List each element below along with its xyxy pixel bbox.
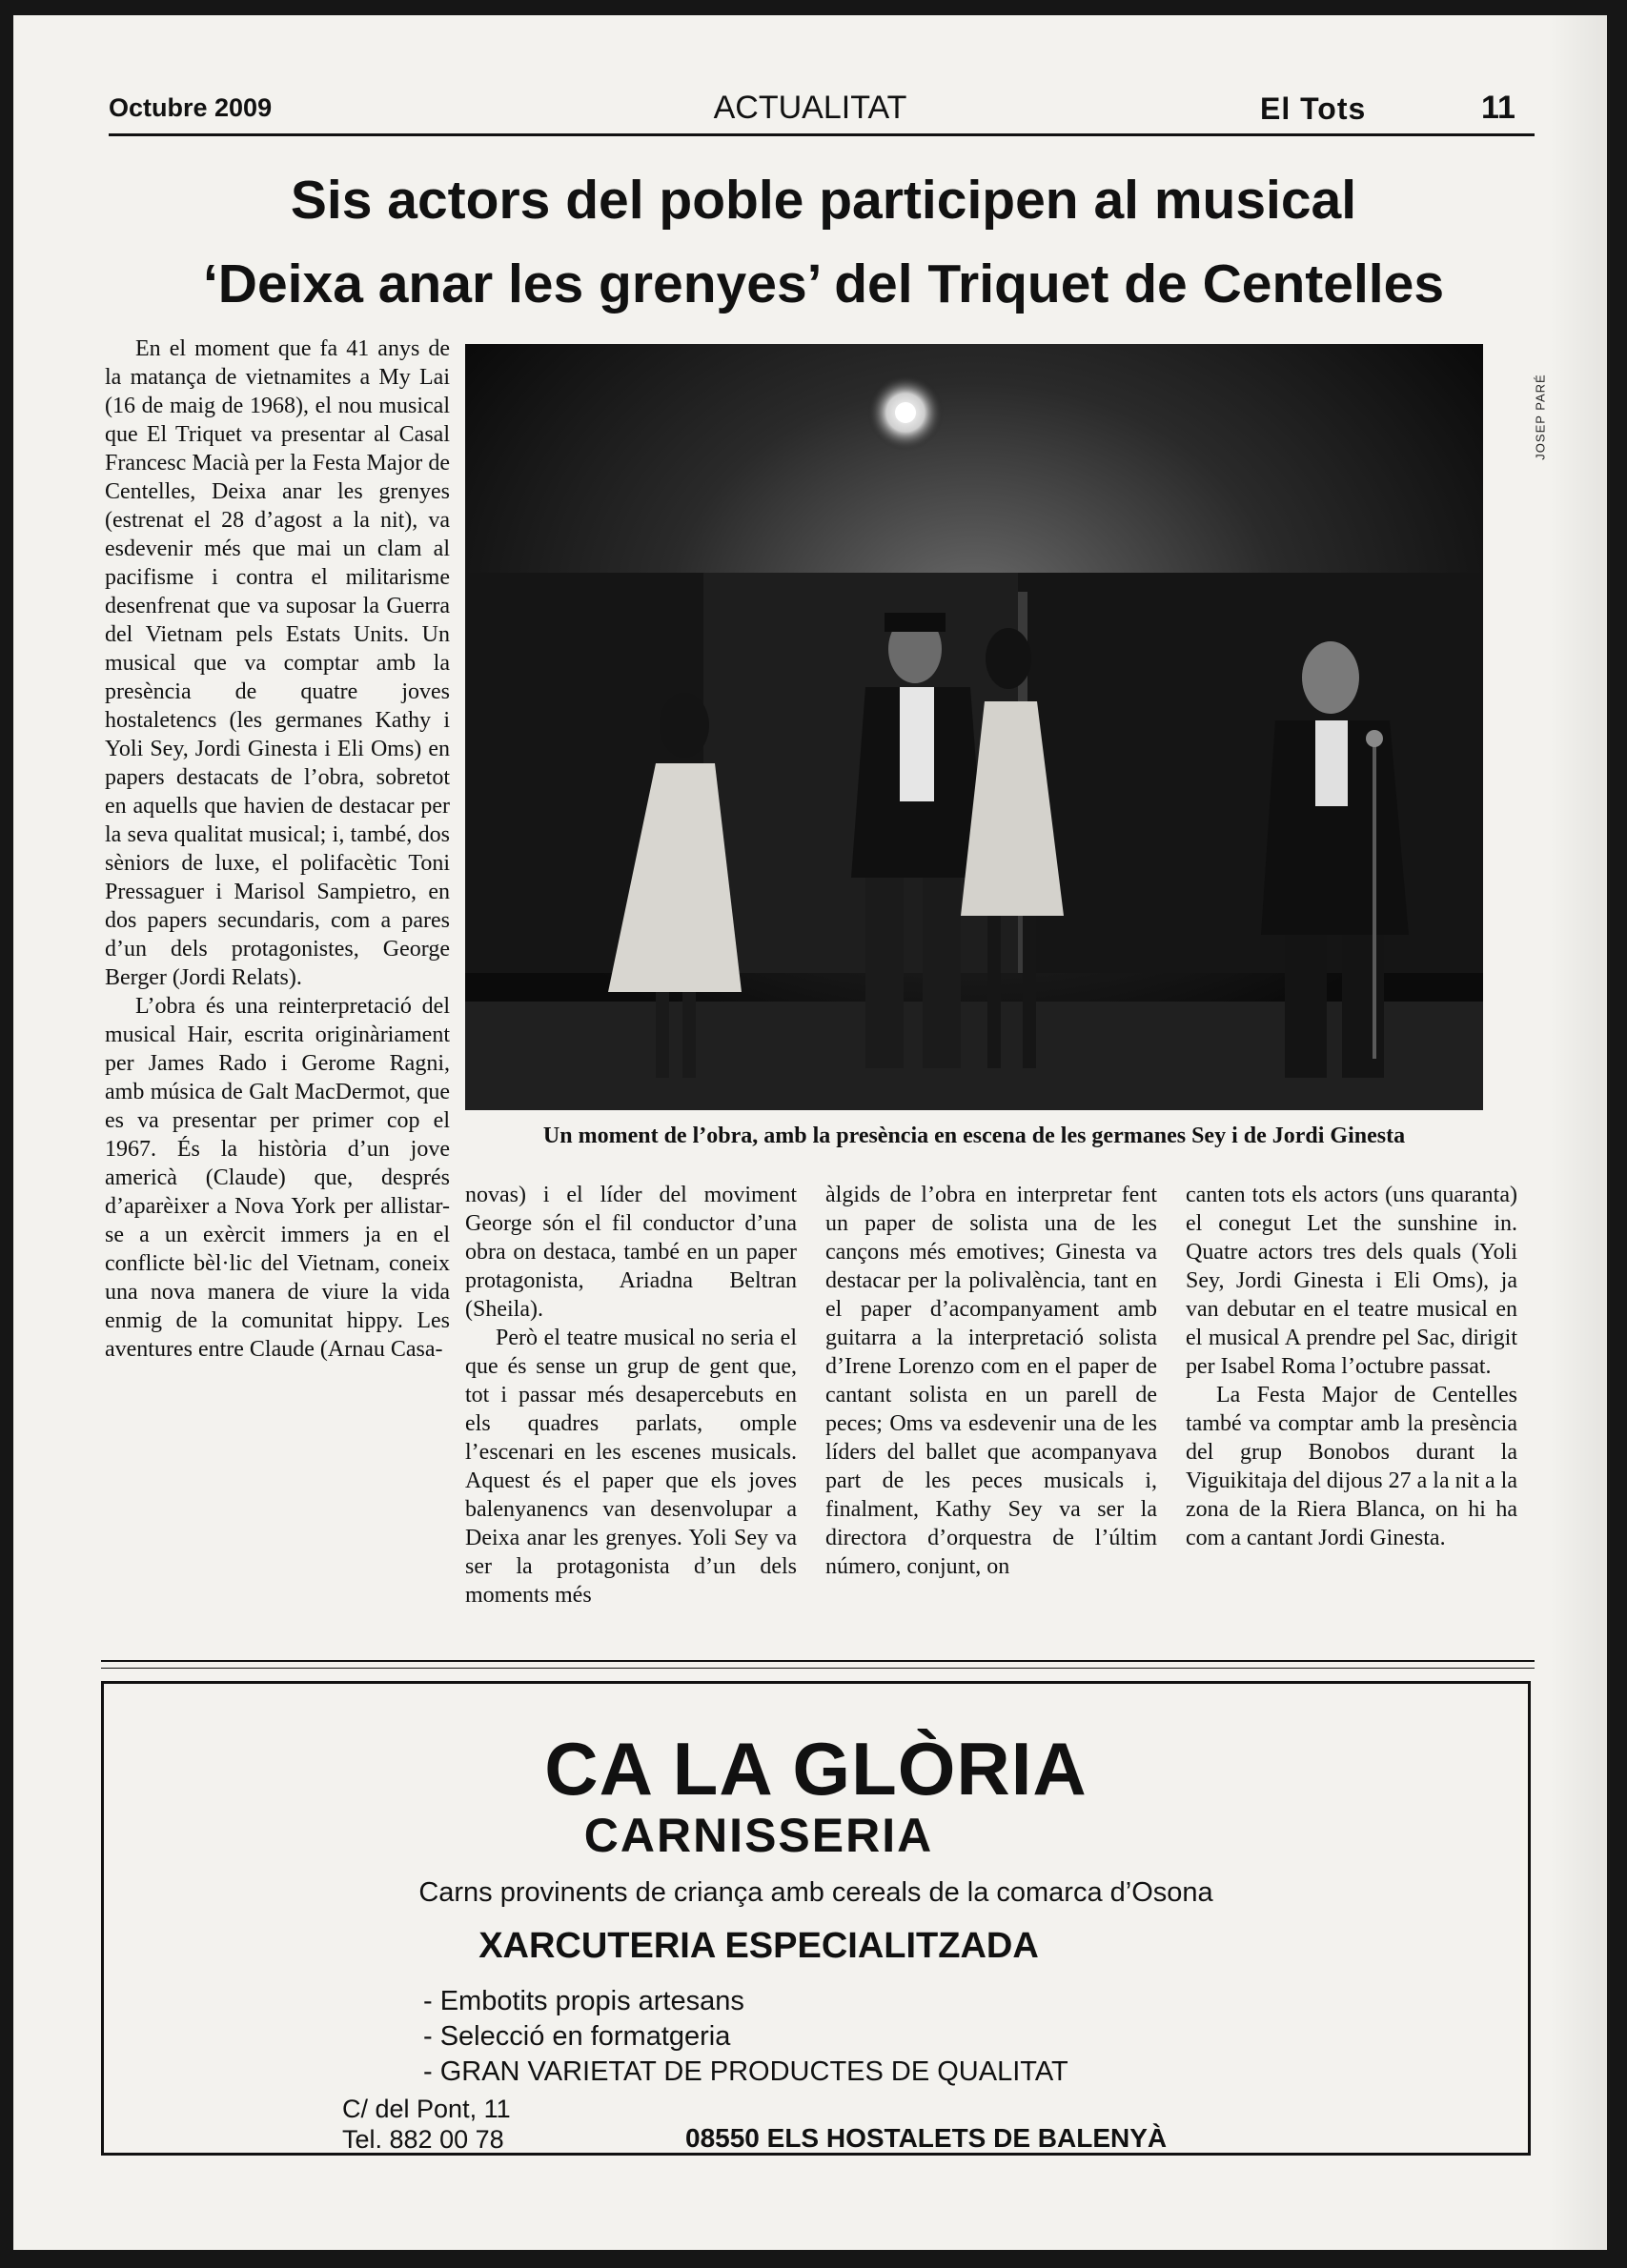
photo-credit: JOSEP PARÉ <box>1533 374 1548 460</box>
paragraph: En el moment que fa 41 anys de la matança de vietnamites a My Lai (16 de maig de 1968), el nou musical que El Triquet va presentar al Casal Francesc Macià per la Festa Major de Centelles, Deixa anar les grenyes (estrenat el 28 d’agost a la nit), va esdevenir més que mai un clam al pacifisme i contra el militarisme desenfrenat que va suposar la Guerra del Vietnam pels Estats Units. Un musical que va comptar amb la presència de quatre joves hostaletencs (les germanes Kathy i Yoli Sey, Jordi Ginesta i Eli Oms) en papers destacats de l’obra, sobretot en aquells que havien de destacar per la seva qualitat musical; i, també, dos sèniors de luxe, el polifacètic Toni Pressaguer i Marisol Sampietro, en dos papers secundaris, com a pares d’un dels protagonistes, George Berger (Jordi Relats). <box>105 336 450 990</box>
paragraph: àlgids de l’obra en interpretar fent un paper de solista una de les cançons més emotives; Ginesta va destacar per la polivalència, tant en el paper d’acompanyament amb guitarra a la interpretació solista d’Irene Lorenzo com en el paper de cantant solista en un parell de peces; Oms va esdevenir una de les líders del ballet que acompanyava part de les peces musicals i, finalment, Kathy Sey va ser la directora d’orquestra de l’últim número, conjunt, on <box>825 1183 1157 1579</box>
stage-photo-illustration <box>465 344 1483 1110</box>
paragraph: novas) i el líder del moviment George són el fil conductor d’una obra on destaca, també en un paper protagonista, Ariadna Beltran (Sheila). <box>465 1183 797 1322</box>
ad-item: - Embotits propis artesans <box>423 1986 744 2016</box>
header-rule <box>109 133 1535 136</box>
page-number: 11 <box>1481 90 1515 126</box>
page-edge-shadow <box>1550 15 1607 2250</box>
butcher-advertisement <box>101 1681 1531 2156</box>
paragraph: canten tots els actors (uns quaranta) el conegut Let the sunshine in. Quatre actors tres dels quals (Yoli Sey, Jordi Ginesta i Eli Oms), ja van debutar en el teatre musical en el musical A prendre pel Sac, dirigit per Isabel Roma l’octubre passat. <box>1186 1183 1517 1379</box>
ad-item: - Selecció en formatgeria <box>423 2021 731 2052</box>
newspaper-page <box>13 15 1607 2250</box>
article-column-2 <box>465 1181 797 1610</box>
ad-address: C/ del Pont, 11 <box>342 2095 511 2123</box>
ad-specialty: XARCUTERIA ESPECIALITZADA <box>478 1926 1039 1966</box>
ad-tagline: Carns provinents de criança amb cereals de la comarca d’Osona <box>418 1877 1213 1908</box>
paragraph: La Festa Major de Centelles també va comptar amb la presència del grup Bonobos durant la Viguikitaja del dijous 27 a la nit a la zona de la Riera Blanca, on hi ha com a cantant Jordi Ginesta. <box>1186 1383 1517 1550</box>
paragraph: Però el teatre musical no seria el que és sense un grup de gent que, tot i passar més desapercebuts en els quadres parlats, omple l’escenari en les escenes musicals. Aquest és el paper que els joves balenyanencs van desenvolupar a Deixa anar les grenyes. Yoli Sey va ser la protagonista d’un dels moments més <box>465 1326 797 1608</box>
section-name: ACTUALITAT <box>713 90 907 126</box>
ad-shop-type: CARNISSERIA <box>583 1809 934 1862</box>
photo-caption: Un moment de l’obra, amb la presència en escena de les germanes Sey i de Jordi Ginesta <box>542 1124 1406 1148</box>
issue-date: Octubre 2009 <box>109 93 273 122</box>
ad-item: - GRAN VARIETAT DE PRODUCTES DE QUALITAT <box>423 2056 1068 2087</box>
article-column-3 <box>825 1181 1157 1581</box>
ad-postal-address: 08550 ELS HOSTALETS DE BALENYÀ <box>685 2123 1168 2153</box>
article-column-4 <box>1186 1181 1517 1552</box>
ad-separator-rule-thin <box>101 1668 1535 1669</box>
headline-line-2: ‘Deixa anar les grenyes’ del Triquet de Centelles <box>202 253 1445 314</box>
paragraph: L’obra és una reinterpretació del musical Hair, escrita originàriament per James Rado i Gerome Ragni, amb música de Galt MacDermot, que es va presentar per primer cop el 1967. És la història d’un jove americà (Claude) que, després d’aparèixer a Nova York per allistar-se a un exèrcit immers ja en el conflicte bèl·lic del Vietnam, coneix una nova manera de viure la vida enmig de la comunitat hippy. Les aventures entre Claude (Arnau Casa- <box>105 994 450 1362</box>
ad-shop-name: CA LA GLÒRIA <box>544 1727 1088 1811</box>
ad-phone: Tel. 882 00 78 <box>342 2125 504 2154</box>
stage-photo <box>465 344 1483 1110</box>
publication-name: El Tots <box>1260 91 1367 126</box>
headline-line-1: Sis actors del poble participen al musical <box>290 170 1357 231</box>
article-column-1 <box>105 334 450 1364</box>
ad-separator-rule <box>101 1660 1535 1662</box>
